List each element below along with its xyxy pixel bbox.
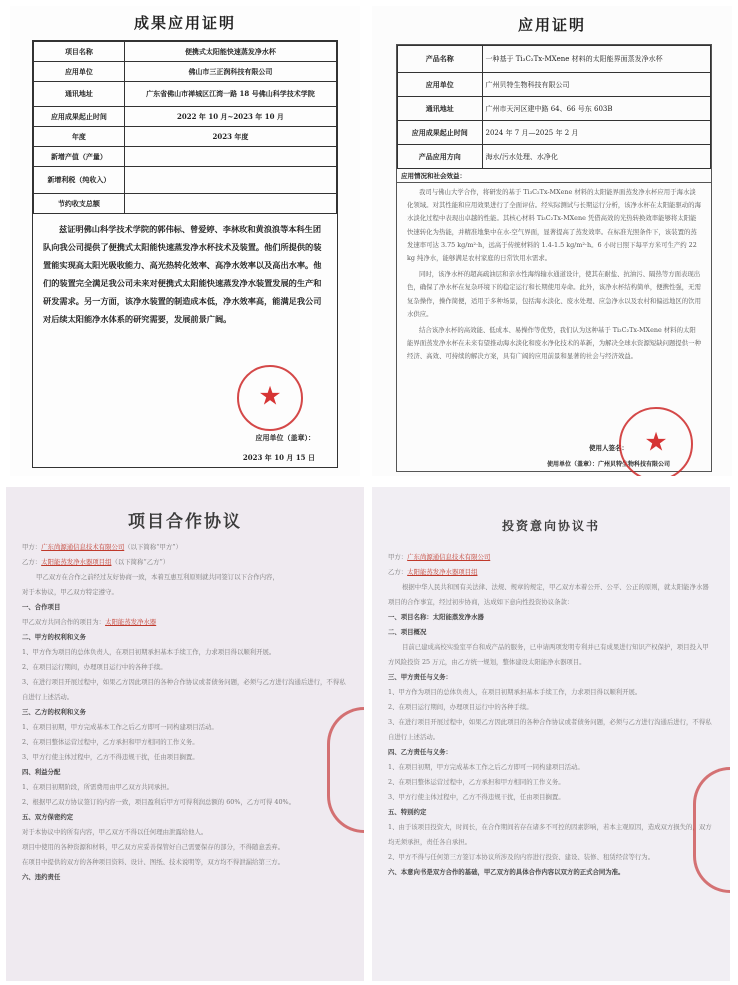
seal-star-icon: ★ — [644, 427, 668, 458]
clause-line — [6, 735, 364, 750]
clause-heading — [372, 805, 730, 820]
clause-text: 六、违约责任 — [22, 873, 61, 881]
clause-line — [372, 820, 730, 850]
company-seal — [619, 407, 693, 476]
table-row — [34, 42, 337, 62]
clause-line — [372, 775, 730, 790]
clause-text: 甲乙双方共同合作的项目为： — [22, 618, 106, 626]
doc1-info-table — [33, 41, 337, 214]
party-b-label: 乙方： — [22, 558, 42, 566]
company-seal — [237, 365, 303, 431]
clause-text: 一、项目名称：太阳能蒸发净水器 — [388, 613, 484, 621]
doc2-person-signature: 使用人签名： — [589, 444, 628, 452]
party-b-name: 太阳能蒸发净水器项目组 — [407, 568, 478, 576]
clause-heading — [372, 610, 730, 625]
clause-heading — [6, 870, 364, 885]
clause-line — [6, 645, 364, 660]
doc4-title: 投资意向协议书 — [501, 519, 600, 533]
party-a-name: 广东尚源通信息技术有限公司 — [407, 553, 491, 561]
row-key: 通讯地址 — [34, 82, 125, 107]
doc2-paragraph: 我司与佛山大学合作，将研发的基于 Ti₃C₂Tx-MXene 材料的太阳能界面蒸发净水杯应用于海水淡化领域。对其性能和应用效果进行了全面评估。经实际测试与长期运行分析，该净水杯在太阳能驱动的海水淡化过程中表现出卓越的性能。其核心材料 Ti₃C₂Tx-MXene 凭借高效的光热转换效率能够将太阳能快速转化为热能，并精准地集中在水-空气界面，显著提高了蒸发效率。在标准光照条件下，该装置的蒸发速率可达 3.75 kg/m²·h，远高于传统材料的 1.4-1.5 kg/m²·h。6 小时日照下每平方米可生产约 22 kg 纯净水，能够满足农村家庭的日常饮用水需求。 — [407, 188, 701, 263]
row-key: 新增产值（产量） — [34, 147, 125, 167]
clause-text: 1、在项目初期，甲方完成基本工作之后乙方即可一同构建项目活动。 — [388, 763, 584, 771]
party-b-label: 乙方： — [388, 568, 408, 576]
clause-text: 3、在进行项目开展过程中，如果乙方因此项目的各种合作协议或者债务问题，必须与乙方进行沟通后进行，不得私自进行上述活动。 — [388, 718, 712, 741]
clause-heading — [6, 705, 364, 720]
company-seal-edge — [693, 767, 730, 893]
clause-heading — [6, 600, 364, 615]
clause-line — [6, 840, 364, 855]
row-value: 2022 年 10 月~2023 年 10 月 — [124, 107, 336, 127]
clause-line — [372, 715, 730, 745]
doc2-title: 应用证明 — [517, 16, 586, 34]
clause-text: 目前已建成高校实验室平台和成产品的服务，已申请两项发明专利并已有成果进行知识产权保护，项目投入甲方风险投资 25 万元，由乙方统一规划，整体建设太阳能净水器项目。 — [388, 643, 709, 666]
clause-underlined-value: 太阳能蒸发净水器 — [105, 618, 157, 626]
doc1-date: 2023 年 10 月 15 日 — [242, 453, 315, 462]
clause-text: 1、在项目初期阶段，所需费用由甲乙双方共同承担。 — [22, 783, 174, 791]
party-a-tail: （以下简称“甲方”） — [124, 543, 182, 551]
clause-line — [6, 780, 364, 795]
clause-text: 项目中使用的各种资源和材料，甲乙双方应妥善保管好自己需要保存的部分，不得随意丢弃。 — [22, 843, 285, 851]
clause-text: 2、在项目运行期间，办理项目运行中的各种手续。 — [388, 703, 533, 711]
clause-heading — [372, 745, 730, 760]
clause-line — [372, 700, 730, 715]
clause-text: 2、在项目整体运营过程中，乙方承担和甲方相同的工作义务。 — [22, 738, 199, 746]
clause-text: 对于本协议中的所有内容，甲乙双方不得以任何理由泄露给他人。 — [22, 828, 208, 836]
doc1-frame — [32, 40, 338, 468]
clause-heading — [6, 810, 364, 825]
clause-text: 六、本意向书是双方合作的基础，甲乙双方的具体合作内容以双方的正式合同为准。 — [388, 868, 625, 876]
clause-text: 2、甲方不得与任何第三方签订本协议所涉及的内容进行投资、建设、装修、租赁经营等行为。 — [388, 853, 655, 861]
clause-text: 2、在项目运行期间，办理项目运行中的各种手续。 — [22, 663, 167, 671]
clause-text: 二、甲方的权利和义务 — [22, 633, 86, 641]
clause-text: 2、根据甲乙双方协议签订的内容一致，项目盈利后甲方可得利润总额的 60%，乙方可得 40%。 — [22, 798, 295, 806]
table-row — [398, 46, 711, 73]
table-row — [34, 127, 337, 147]
doc4-clauses — [372, 580, 730, 880]
row-value: 海水/污水处理、水净化 — [482, 145, 711, 169]
clause-text: 甲乙双方在合作之前经过友好协商一致，本着互惠互利原则就共同签订以下合作内容， — [36, 573, 279, 581]
table-row — [34, 82, 337, 107]
table-row — [34, 62, 337, 82]
row-key: 应用成果起止时间 — [34, 107, 125, 127]
clause-line — [372, 640, 730, 670]
clause-text: 2、在项目整体运营过程中，乙方承担和甲方相同的工作义务。 — [388, 778, 565, 786]
table-row — [398, 73, 711, 97]
doc2-info-table — [397, 45, 711, 169]
seal-star-icon: ★ — [258, 381, 282, 412]
clause-text: 一、合作项目 — [22, 603, 61, 611]
clause-line — [372, 685, 730, 700]
clause-line — [6, 660, 364, 675]
clause-line — [372, 790, 730, 805]
row-value: 便携式太阳能快速蒸发净水杯 — [124, 42, 336, 62]
row-value: 佛山市三正润科技有限公司 — [124, 62, 336, 82]
clause-text: 三、乙方的权利和义务 — [22, 708, 86, 716]
row-key: 应用成果起止时间 — [398, 121, 483, 145]
row-key: 年度 — [34, 127, 125, 147]
clause-text: 3、甲方行使主体过程中，乙方不得违规干扰，任由项目搁置。 — [22, 753, 199, 761]
clause-heading — [6, 630, 364, 645]
row-value — [124, 147, 336, 167]
row-value: 一种基于 Ti₃C₂Tx-MXene 材料的太阳能界面蒸发净水杯 — [482, 46, 711, 73]
row-key: 产品名称 — [398, 46, 483, 73]
clause-text: 在项目中提供的双方的各种项目资料、设计、图纸、技术说明等，双方均不得泄漏给第三方。 — [22, 858, 285, 866]
party-b-name: 太阳能蒸发净水器项目组 — [41, 558, 112, 566]
table-row — [398, 121, 711, 145]
table-row — [398, 97, 711, 121]
clause-text: 三、甲方责任与义务： — [388, 673, 452, 681]
doc-cooperation-agreement — [6, 487, 364, 981]
row-key: 通讯地址 — [398, 97, 483, 121]
doc2-paragraph: 同时，该净水杯的超高疏油层和亲水性海绵输水通道设计，使其在耐盐、抗油污、隔热等方面表现出色，确保了净水杯在复杂环境下的稳定运行和长期使用寿命。此外，该净水杯结构简单，便携性强，无需复杂操作，操作简便，适用于多种场景，包括海水淡化、废水处理、应急净水以及农村和偏远地区的饮用水供应。 — [407, 270, 701, 318]
clause-line — [372, 760, 730, 775]
clause-heading — [372, 865, 730, 880]
clause-text: 根据中华人民共和国有关法律、法规、规章的规定，甲乙双方本着公开、公平、公正的原则，就太阳能净水器项目的合作事宜，经过初步协商，达成如下意向性投资协议条款： — [388, 583, 709, 606]
doc-application-certificate — [372, 6, 732, 476]
doc1-signature: 应用单位（盖章）： — [255, 433, 315, 442]
clause-text: 四、利益分配 — [22, 768, 61, 776]
doc3-clauses — [6, 570, 364, 885]
clause-text: 1、甲方作为项目的总体负责人，在项目初期承担基本手续工作，力求项目得以顺利开展。 — [22, 648, 276, 656]
doc-investment-intent — [372, 487, 730, 981]
row-value: 广州市天河区建中路 64、66 号东 603B — [482, 97, 711, 121]
clause-text: 3、在进行项目开展过程中，如果乙方因此项目的各种合作协议或者债务问题，必须与乙方进行沟通后进行，不得私自进行上述活动。 — [22, 678, 346, 701]
row-key: 节约收支总额 — [34, 194, 125, 214]
party-a-line — [372, 550, 730, 565]
row-value — [124, 167, 336, 194]
clause-text: 五、双方保密约定 — [22, 813, 74, 821]
clause-line — [6, 825, 364, 840]
party-b-line — [6, 555, 364, 570]
party-a-name: 广东尚源通信息技术有限公司 — [41, 543, 125, 551]
clause-line — [6, 750, 364, 765]
row-value — [124, 194, 336, 214]
clause-text: 二、项目概况 — [388, 628, 427, 636]
doc3-title: 项目合作协议 — [128, 512, 242, 532]
table-row — [34, 147, 337, 167]
doc2-paragraph: 结合该净水杯的高效能、低成本、易操作等优势，我们认为这种基于 Ti₃C₂Tx-MXene 材料的太阳能界面蒸发净水杯在未来有望推动海水淡化和废水净化技术的革新，为解决全球水资源短缺问题提供一种经济、高效、可持续的解决方案，具有广阔的应用前景和显著的社会与经济效益。 — [407, 326, 701, 361]
party-a-label: 甲方： — [22, 543, 42, 551]
row-key: 新增利税（纯收入） — [34, 167, 125, 194]
doc1-title: 成果应用证明 — [133, 14, 236, 32]
clause-line — [6, 570, 364, 585]
clause-line — [6, 675, 364, 705]
row-value: 2023 年度 — [124, 127, 336, 147]
clause-text: 1、由于该项目投资大，时间长，在合作期间若存在诸多不可控的因素影响，若本主观原因，造成双方损失的，双方均无须承担，责任各自承担。 — [388, 823, 712, 846]
party-a-line — [6, 540, 364, 555]
doc2-unit-signature: 使用单位（盖章）：广州贝特生物科技有限公司 — [547, 461, 671, 468]
clause-heading — [372, 670, 730, 685]
clause-text: 1、在项目初期，甲方完成基本工作之后乙方即可一同构建项目活动。 — [22, 723, 218, 731]
doc-achievement-certificate — [10, 6, 360, 476]
party-a-label: 甲方： — [388, 553, 408, 561]
clause-line — [6, 855, 364, 870]
company-seal-edge — [327, 707, 364, 833]
row-key: 产品应用方向 — [398, 145, 483, 169]
party-b-line — [372, 565, 730, 580]
doc2-frame — [396, 44, 712, 472]
doc2-section-heading: 应用情况和社会效益： — [397, 169, 711, 183]
clause-text: 3、甲方行使主体过程中，乙方不得违规干扰，任由项目搁置。 — [388, 793, 565, 801]
table-row — [34, 167, 337, 194]
clause-line — [6, 615, 364, 630]
row-value: 广东省佛山市禅城区江湾一路 18 号佛山科学技术学院 — [124, 82, 336, 107]
table-row — [34, 107, 337, 127]
clause-line — [6, 720, 364, 735]
clause-text: 四、乙方责任与义务： — [388, 748, 452, 756]
table-row — [398, 145, 711, 169]
doc2-body — [397, 183, 711, 370]
clause-line — [372, 580, 730, 610]
clause-heading — [372, 625, 730, 640]
clause-text: 五、特别约定 — [388, 808, 427, 816]
clause-text: 1、甲方作为项目的总体负责人，在项目初期承担基本手续工作，力求项目得以顺利开展。 — [388, 688, 642, 696]
clause-line — [372, 850, 730, 865]
row-key: 应用单位 — [398, 73, 483, 97]
clause-text: 对于本协议，甲乙双方特定遵守。 — [22, 588, 118, 596]
clause-line — [6, 795, 364, 810]
row-key: 项目名称 — [34, 42, 125, 62]
row-value: 广州贝特生物科技有限公司 — [482, 73, 711, 97]
clause-heading — [6, 765, 364, 780]
table-row — [34, 194, 337, 214]
party-b-tail: （以下简称“乙方”） — [111, 558, 170, 566]
row-value: 2024 年 7 月—2025 年 2 月 — [482, 121, 711, 145]
doc1-body-text: 兹证明佛山科学技术学院的郭伟标、曾爱婷、李林玫和黄浪浪等本科生团队向我公司提供了便携式太阳能快速蒸发净水杯技术及装置。他们所提供的装置能实现高太阳光吸收能力、高光热转化效率、高净水效率以及高出水率。他们的装置完全满足我公司未来对便携式太阳能快速蒸发净水装置发展的生产和研发需求。另一方面，该净水装置的制造成本低，净水效率高，能满足我公司对后续太阳能净水体系的研究需要，发展前景广阔。 — [43, 224, 322, 324]
row-key: 应用单位 — [34, 62, 125, 82]
clause-line — [6, 585, 364, 600]
